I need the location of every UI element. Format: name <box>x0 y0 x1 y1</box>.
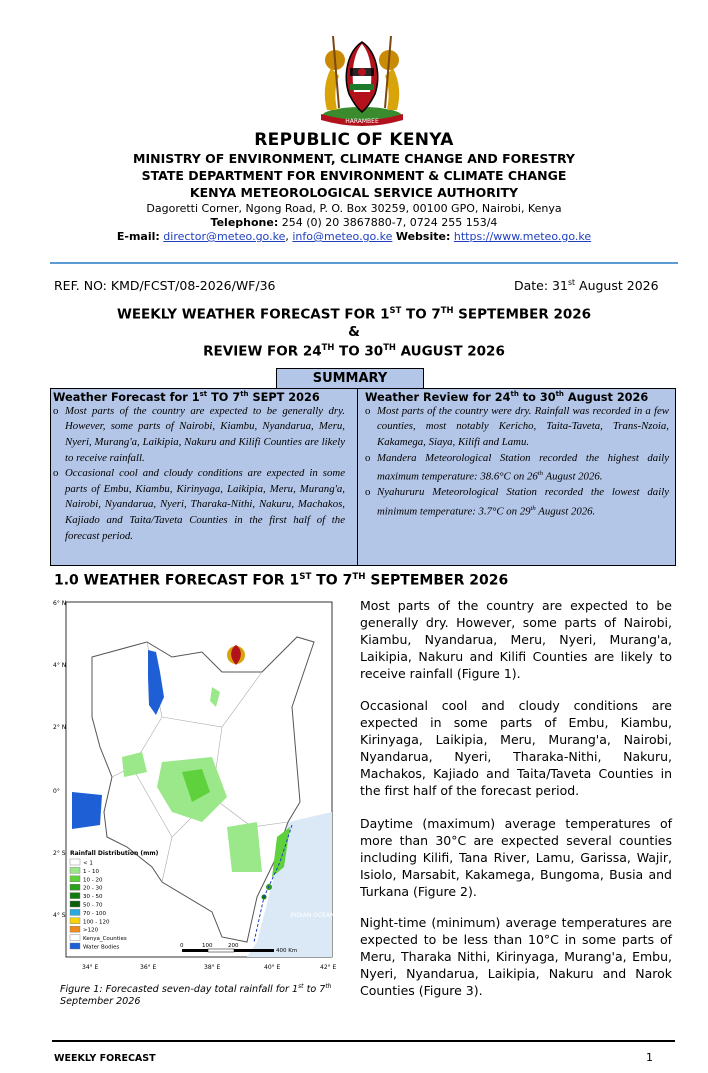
forecast-paragraph: Occasional cool and cloudy conditions are expected in some parts of Embu, Kiambu, Kirinyaga, Laikipia, Meru, Murang'a, Nairobi, Nyandarua, Nyeri, Tharaka-Nithi, Nakuru, Machakos, Kajiado and Taita/Taveta Counties in the first half of the forecast period. <box>360 698 672 798</box>
emblem-motto: HARAMBEE <box>345 118 379 125</box>
forecast-paragraph: Night-time (minimum) average temperatures are expected to be less than 10°C in some parts of Meru, Tharaka Nithi, Kirinyaga, Murang'a, Embu, Nyeri, Nyandarua, Laikipia, Nakuru and Narok Counties (Figure 3). <box>360 915 672 998</box>
review-summary-column <box>363 389 669 565</box>
rainfall-forecast-map <box>52 597 345 977</box>
lat-label: 4° S <box>53 912 66 919</box>
email-director-link[interactable]: director@meteo.go.ke <box>163 230 286 243</box>
section-heading: 1.0 WEATHER FORECAST FOR 1ST TO 7TH SEPTEMBER 2026 <box>54 572 509 589</box>
legend-label: 100 - 120 <box>83 919 110 926</box>
summary-label: SUMMARY <box>276 368 424 390</box>
summary-box <box>50 388 676 566</box>
legend-label: 20 - 30 <box>83 885 103 892</box>
legend-label: 70 - 100 <box>83 910 106 917</box>
legend-swatch <box>70 918 80 924</box>
legend-label: 50 - 70 <box>83 902 103 909</box>
legend-label: < 1 <box>83 860 93 867</box>
legend-swatch <box>70 893 80 899</box>
review-summary-heading: Weather Review for 24th to 30th August 2026 <box>365 390 649 404</box>
title-ampersand: & <box>348 324 360 340</box>
scale-label: 0 <box>180 943 184 949</box>
lat-label: 0° <box>53 788 60 795</box>
lat-label: 6° N <box>53 600 67 607</box>
email-info-link[interactable]: info@meteo.go.ke <box>292 230 393 243</box>
legend-label: Kenya_Counties <box>83 936 127 943</box>
lat-label: 2° N <box>53 724 67 731</box>
footer-title: WEEKLY FORECAST <box>54 1053 156 1064</box>
scale-label: 400 Km <box>276 948 298 954</box>
forecast-summary-column <box>51 389 358 565</box>
lon-label: 40° E <box>264 964 281 971</box>
legend-label: 30 - 50 <box>83 894 103 901</box>
scale-label: 100 <box>202 943 213 949</box>
legend-swatch <box>70 884 80 890</box>
country-heading: REPUBLIC OF KENYA <box>254 130 454 150</box>
review-title: REVIEW FOR 24TH TO 30TH AUGUST 2026 <box>203 342 505 360</box>
lon-label: 42° E <box>320 964 337 971</box>
scale-label: 200 <box>228 943 239 949</box>
website-link[interactable]: https://www.meteo.go.ke <box>453 230 592 243</box>
legend-title: Rainfall Distribution (mm) <box>70 850 159 857</box>
ocean-label: INDIAN OCEAN <box>290 912 335 919</box>
legend-swatch <box>70 901 80 907</box>
authority-heading: KENYA METEOROLOGICAL SERVICE AUTHORITY <box>189 185 519 200</box>
legend-swatch <box>70 867 80 873</box>
forecast-paragraph: Most parts of the country are expected to be generally dry. However, some parts of Nairobi, Kiambu, Nyandarua, Meru, Nyeri, Murang'a, Laikipia, Nakuru and Kilifi Counties are likely to receive rainfall (Figure 1). <box>360 598 672 681</box>
website-label: Website: <box>395 230 451 243</box>
lat-label: 4° N <box>53 662 67 669</box>
forecast-bullet: o Most parts of the country are expected to be generally dry. However, some parts of Nairobi, Kiambu, Nyandarua, Meru, Nyeri, Murang'a, Laikipia, Nakuru and Kilifi Counties are likely to receive rainfall. <box>53 404 345 464</box>
telephone-label: Telephone: <box>210 216 279 229</box>
kenya-coat-of-arms-emblem <box>313 28 411 128</box>
lat-label: 2° S <box>53 850 66 857</box>
figure-caption: Figure 1: Forecasted seven-day total rainfall for 1st to 7th September 2026 <box>60 983 332 1008</box>
legend-swatch <box>70 859 80 865</box>
forecast-paragraph: Daytime (maximum) average temperatures of more than 30°C are expected several counties including Kilifi, Tana River, Lamu, Garissa, Wajir, Isiolo, Marsabit, Kakamega, Bungoma, Busia and Turkana (Figure 2). <box>360 816 672 899</box>
legend-swatch <box>70 926 80 932</box>
legend-swatch <box>70 943 80 949</box>
ministry-heading: MINISTRY OF ENVIRONMENT, CLIMATE CHANGE AND FORESTRY <box>133 151 575 166</box>
contact-line: E-mail: director@meteo.go.ke, info@meteo.go.ke Website: https://www.meteo.go.ke <box>116 230 592 243</box>
footer-divider <box>52 1040 675 1042</box>
email-label: E-mail: <box>116 230 160 243</box>
legend-label: Water Bodies <box>83 944 120 951</box>
telephone-line <box>0 216 708 229</box>
forecast-title: WEEKLY WEATHER FORECAST FOR 1ST TO 7TH SEPTEMBER 2026 <box>116 305 592 323</box>
review-bullet: o Most parts of the country were dry. Rainfall was recorded in a few counties, most notably Kericho, Taita-Taveta, Trans-Nzoia, Kakamega, Siaya, Kilifi and Lamu. <box>365 404 669 448</box>
lon-label: 34° E <box>82 964 99 971</box>
legend-swatch <box>70 909 80 915</box>
legend-swatch <box>70 876 80 882</box>
department-heading: STATE DEPARTMENT FOR ENVIRONMENT & CLIMATE CHANGE <box>141 168 567 183</box>
header-divider <box>50 262 678 264</box>
lon-label: 38° E <box>204 964 221 971</box>
reference-number: REF. NO: KMD/FCST/08-2026/WF/36 <box>54 278 276 293</box>
legend-swatch <box>70 935 80 941</box>
forecast-summary-heading: Weather Forecast for 1st TO 7th SEPT 2026 <box>53 390 320 404</box>
postal-address: Dagoretti Corner, Ngong Road, P. O. Box 30259, 00100 GPO, Nairobi, Kenya <box>146 202 562 215</box>
legend-label: >120 <box>83 927 99 934</box>
page-number: 1 <box>646 1051 653 1064</box>
telephone-number: 254 (0) 20 3867880-7, 0724 255 153/4 <box>278 216 498 229</box>
lon-label: 36° E <box>140 964 157 971</box>
document-date: Date: 31st August 2026 <box>514 278 659 294</box>
review-bullet: o Mandera Meteorological Station recorded the highest daily maximum temperature: 38.6°C on 26th August 2026. <box>365 451 669 483</box>
legend-label: 1 - 10 <box>83 868 99 875</box>
legend-label: 10 - 20 <box>83 877 103 884</box>
forecast-bullet: o Occasional cool and cloudy conditions are expected in some parts of Embu, Kiambu, Kirinyaga, Laikipia, Meru, Murang'a, Nairobi, Nyandarua, Nyeri, Tharaka-Nithi, Nakuru, Machakos, Kajiado and Taita/Taveta Counties in the first half of the forecast period. <box>53 467 345 542</box>
review-bullet: o Nyahururu Meteorological Station recorded the lowest daily minimum temperature: 3.7°C on 29th August 2026. <box>365 486 669 518</box>
